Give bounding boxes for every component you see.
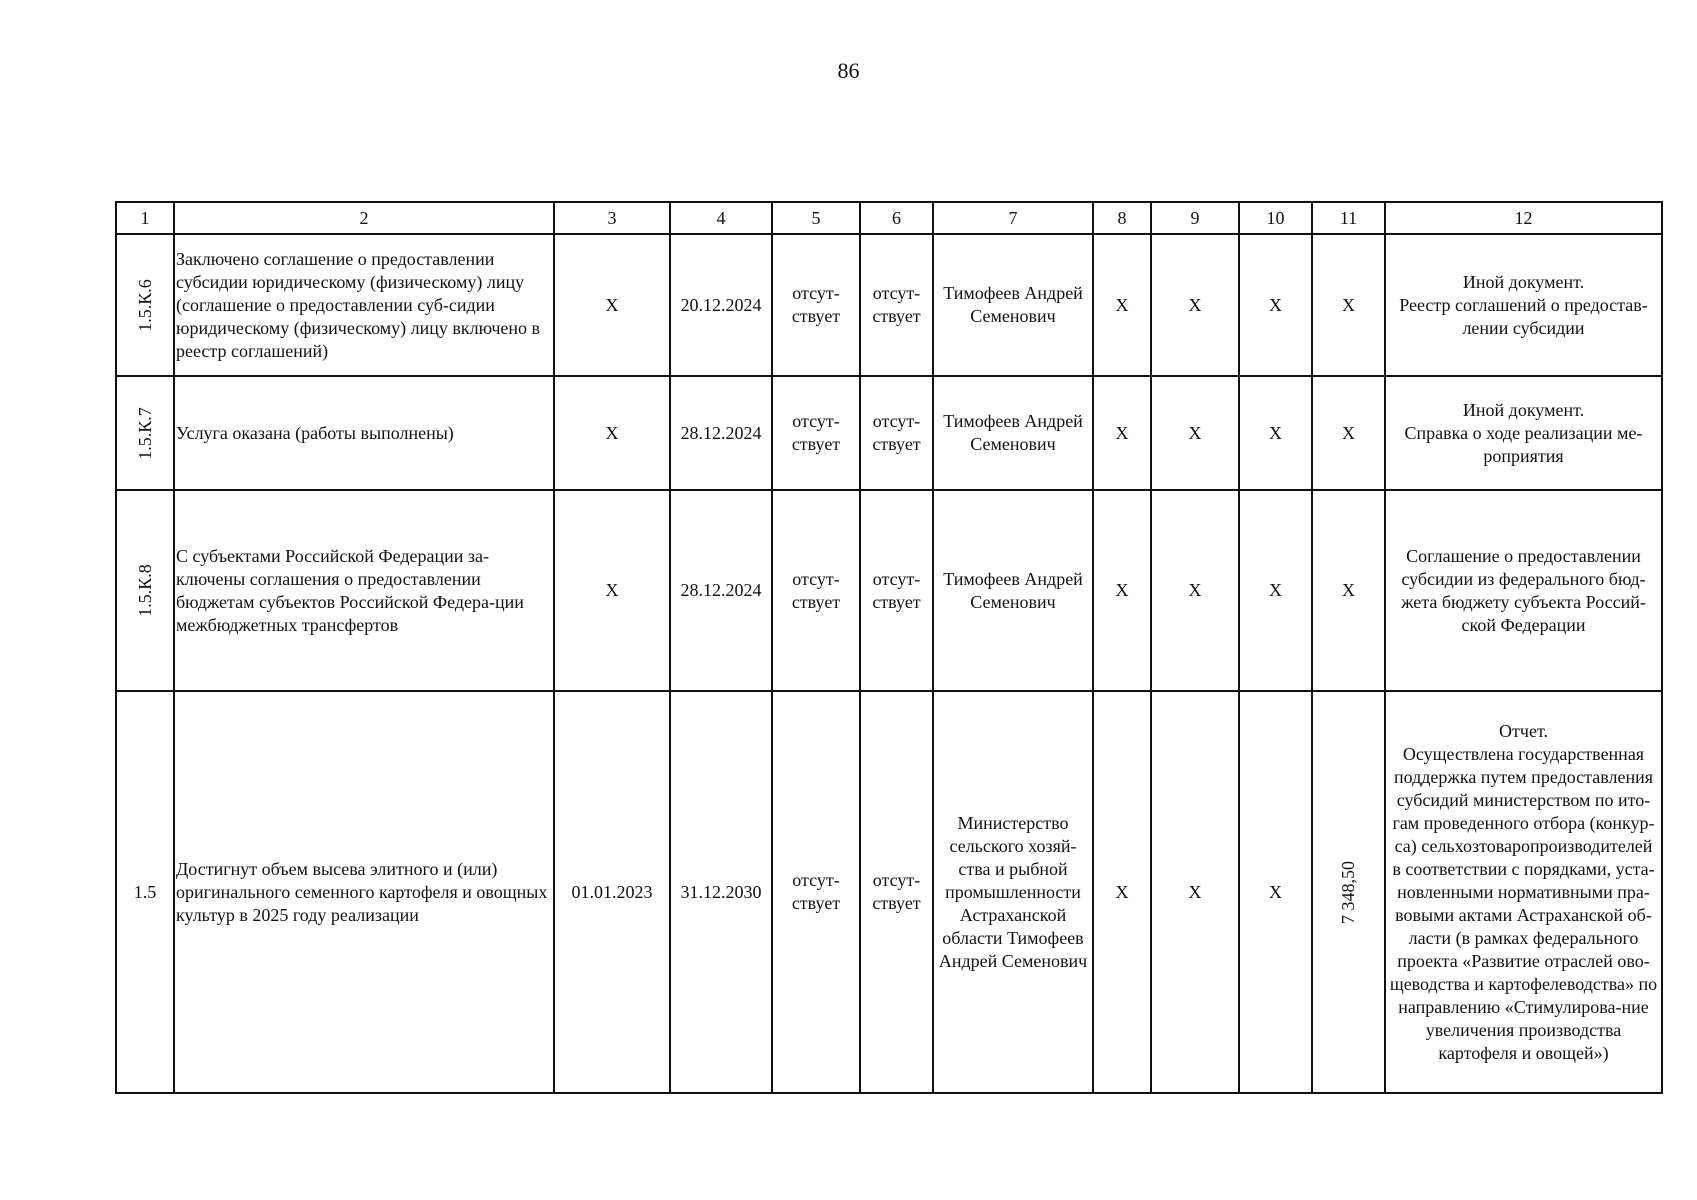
row-col8: X — [1093, 691, 1151, 1093]
page-number: 86 — [837, 58, 860, 83]
row-start-date: X — [554, 376, 670, 490]
row-start-date: X — [554, 234, 670, 376]
row-col8: X — [1093, 376, 1151, 490]
document-table — [115, 201, 1663, 1094]
row-code-cell — [116, 234, 174, 376]
header-cell-10: 10 — [1239, 202, 1312, 234]
row-description: Достигнут объем высева элитного и (или) оригинального семенного картофеля и овощных культур в 2025 году реализации — [174, 691, 554, 1093]
header-cell-4: 4 — [670, 202, 772, 234]
header-cell-11: 11 — [1312, 202, 1385, 234]
row-end-date: 28.12.2024 — [670, 376, 772, 490]
header-cell-5: 5 — [772, 202, 860, 234]
table-row — [116, 376, 1662, 490]
row-col11: X — [1312, 490, 1385, 691]
row-col6: отсут-ствует — [860, 490, 933, 691]
row-document: Соглашение о предоставлении субсидии из федерального бюд-жета бюджету субъекта Россий-ской Федерации — [1385, 490, 1662, 691]
row-col10: X — [1239, 376, 1312, 490]
row-code: 1.5.К.8 — [134, 564, 155, 617]
row-col11: X — [1312, 376, 1385, 490]
row-col10: X — [1239, 691, 1312, 1093]
row-description: С субъектами Российской Федерации за-ключены соглашения о предоставлении бюджетам субъектов Российской Федера-ции межбюджетных трансфертов — [174, 490, 554, 691]
header-cell-1: 1 — [116, 202, 174, 234]
row-code: 1.5.К.6 — [134, 278, 155, 332]
row-description: Заключено соглашение о предоставлении субсидии юридическому (физическому) лицу (соглашение о предоставлении суб-сидии юридическому (физическому) лицу включено в реестр соглашений) — [174, 234, 554, 376]
table-row — [116, 691, 1662, 1093]
row-col5: отсут-ствует — [772, 691, 860, 1093]
row-description: Услуга оказана (работы выполнены) — [174, 376, 554, 490]
row-col9: X — [1151, 376, 1239, 490]
row-col9: X — [1151, 691, 1239, 1093]
row-col10: X — [1239, 490, 1312, 691]
header-cell-3: 3 — [554, 202, 670, 234]
row-end-date: 20.12.2024 — [670, 234, 772, 376]
row-col9: X — [1151, 490, 1239, 691]
row-code: 1.5 — [116, 691, 174, 1093]
header-cell-6: 6 — [860, 202, 933, 234]
row-start-date: X — [554, 490, 670, 691]
row-col10: X — [1239, 234, 1312, 376]
row-amount: 7 348,50 — [1338, 860, 1358, 924]
row-col9: X — [1151, 234, 1239, 376]
header-cell-8: 8 — [1093, 202, 1151, 234]
row-code: 1.5.К.7 — [134, 406, 155, 460]
header-row — [116, 202, 1662, 234]
row-responsible: Министерство сельского хозяй-ства и рыбной промышленности Астраханской области Тимофеев Андрей Семенович — [933, 691, 1093, 1093]
row-col6: отсут-ствует — [860, 691, 933, 1093]
table-row — [116, 490, 1662, 691]
row-document: Иной документ. Реестр соглашений о предостав-лении субсидии — [1385, 234, 1662, 376]
table-row — [116, 234, 1662, 376]
row-responsible: Тимофеев Андрей Семенович — [933, 376, 1093, 490]
row-amount-cell — [1312, 691, 1385, 1093]
row-document: Отчет. Осуществлена государственная поддержка путем предоставления субсидий министерством по ито-гам проведенного отбора (конкур-са) сельхозтоваропроизводителей в соответствии с порядками, уста-новленными нормативными пра-вовыми актами Астраханской об-ласти (в рамках федерального проекта «Развитие отраслей ово-щеводства и картофелеводства» по направлению «Стимулирова-ние увеличения производства картофеля и овощей») — [1385, 691, 1662, 1093]
row-code-cell — [116, 490, 174, 691]
header-cell-2: 2 — [174, 202, 554, 234]
row-col8: X — [1093, 234, 1151, 376]
header-cell-12: 12 — [1385, 202, 1662, 234]
row-col5: отсут-ствует — [772, 234, 860, 376]
header-cell-9: 9 — [1151, 202, 1239, 234]
row-start-date: 01.01.2023 — [554, 691, 670, 1093]
row-col11: X — [1312, 234, 1385, 376]
row-col6: отсут-ствует — [860, 234, 933, 376]
row-document: Иной документ. Справка о ходе реализации ме-роприятия — [1385, 376, 1662, 490]
row-end-date: 31.12.2030 — [670, 691, 772, 1093]
row-col5: отсут-ствует — [772, 376, 860, 490]
row-responsible: Тимофеев Андрей Семенович — [933, 490, 1093, 691]
row-responsible: Тимофеев Андрей Семенович — [933, 234, 1093, 376]
row-col8: X — [1093, 490, 1151, 691]
row-code-cell — [116, 376, 174, 490]
row-col6: отсут-ствует — [860, 376, 933, 490]
header-cell-7: 7 — [933, 202, 1093, 234]
row-end-date: 28.12.2024 — [670, 490, 772, 691]
row-col5: отсут-ствует — [772, 490, 860, 691]
